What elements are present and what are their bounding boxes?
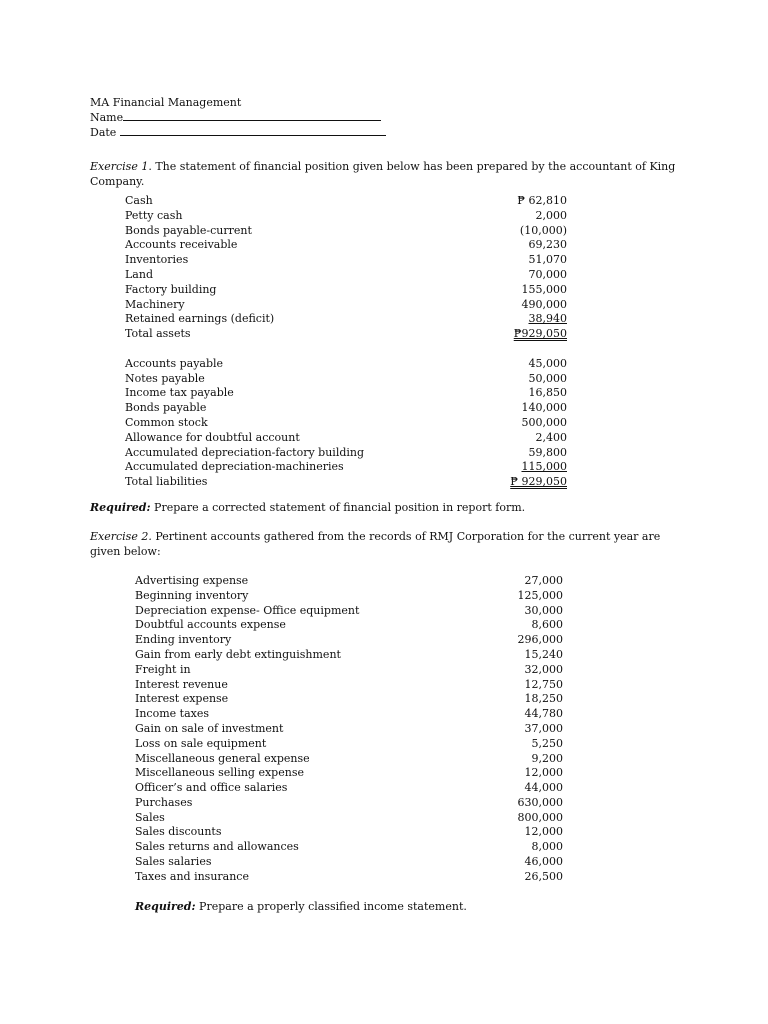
accounts-table <box>135 573 563 884</box>
table-row: Gain on sale of investment 37,000 <box>135 721 563 735</box>
required-label: Required: <box>90 500 151 514</box>
table-row: Accumulated depreciation-machineries 115,000 <box>125 460 567 474</box>
table-row: Cash ₱ 62,810 <box>125 194 567 207</box>
table-row: Sales returns and allowances 8,000 <box>135 840 563 854</box>
exercise2-intro <box>90 529 680 559</box>
table-row: Advertising expense 27,000 <box>135 573 563 587</box>
name-line <box>90 110 680 125</box>
table-row: Gain from early debt extinguishment 15,240 <box>135 647 563 661</box>
total-liabilities-row: Total liabilities ₱ 929,050 <box>125 475 567 489</box>
table-row: Income tax payable 16,850 <box>125 386 567 400</box>
table-row: Accumulated depreciation-factory building 59,800 <box>125 445 567 459</box>
table-row: Depreciation expense- Office equipment 30,000 <box>135 603 563 617</box>
course-title: MA Financial Management <box>90 96 242 109</box>
table-row: Accounts receivable 69,230 <box>125 238 567 252</box>
exercise1-intro <box>90 159 680 189</box>
table-row: Officer’s and office salaries 44,000 <box>135 781 563 795</box>
table-row: Inventories 51,070 <box>125 253 567 267</box>
table-row: Sales discounts 12,000 <box>135 825 563 839</box>
date-blank <box>120 125 386 136</box>
table-row: Ending inventory 296,000 <box>135 633 563 647</box>
table-row: Interest revenue 12,750 <box>135 677 563 691</box>
table-row: Loss on sale equipment 5,250 <box>135 736 563 750</box>
table-row: Allowance for doubtful account 2,400 <box>125 430 567 444</box>
name-blank <box>123 110 381 121</box>
table-row: Machinery 490,000 <box>125 297 567 311</box>
table-row: Doubtful accounts expense 8,600 <box>135 618 563 632</box>
exercise1-required: Required: Prepare a corrected statement of financial position in report form. <box>90 500 526 514</box>
table-row: Petty cash 2,000 <box>125 208 567 222</box>
table-row: Income taxes 44,780 <box>135 707 563 721</box>
table-row: Accounts payable 45,000 <box>125 356 567 370</box>
table-row: Miscellaneous selling expense 12,000 <box>135 766 563 780</box>
assets-table <box>125 193 567 341</box>
table-row: Notes payable 50,000 <box>125 371 567 385</box>
table-row: Taxes and insurance 26,500 <box>135 869 563 883</box>
required-label: Required: <box>135 899 196 913</box>
exercise2-label: Exercise 2. <box>90 529 152 543</box>
table-row: Bonds payable-current (10,000) <box>125 223 567 237</box>
liabilities-table <box>125 356 567 489</box>
date-line <box>90 125 680 140</box>
exercise2-required: Required: Prepare a properly classified income statement. <box>135 899 467 913</box>
table-row: Factory building 155,000 <box>125 282 567 296</box>
table-row: Sales salaries 46,000 <box>135 855 563 869</box>
table-row: Miscellaneous general expense 9,200 <box>135 751 563 765</box>
table-row: Beginning inventory 125,000 <box>135 588 563 602</box>
date-label: Date <box>90 126 117 139</box>
table-row: Freight in 32,000 <box>135 662 563 676</box>
table-row: Land 70,000 <box>125 267 567 281</box>
total-assets-row: Total assets ₱929,050 <box>125 327 567 341</box>
exercise2-text: Pertinent accounts gathered from the records of RMJ Corporation for the current year are given below: <box>90 529 661 558</box>
table-row: Common stock 500,000 <box>125 415 567 429</box>
table-row: Sales 800,000 <box>135 810 563 824</box>
table-row: Bonds payable 140,000 <box>125 401 567 415</box>
table-row: Purchases 630,000 <box>135 795 563 809</box>
name-label: Name <box>90 111 124 124</box>
exercise1-label: Exercise 1 <box>90 160 149 173</box>
exercise1-text: . The statement of financial position given below has been prepared by the accountant of King Company. <box>90 160 676 188</box>
table-row: Retained earnings (deficit) 38,940 <box>125 312 567 326</box>
table-row: Interest expense 18,250 <box>135 692 563 706</box>
worksheet-page <box>90 95 680 914</box>
